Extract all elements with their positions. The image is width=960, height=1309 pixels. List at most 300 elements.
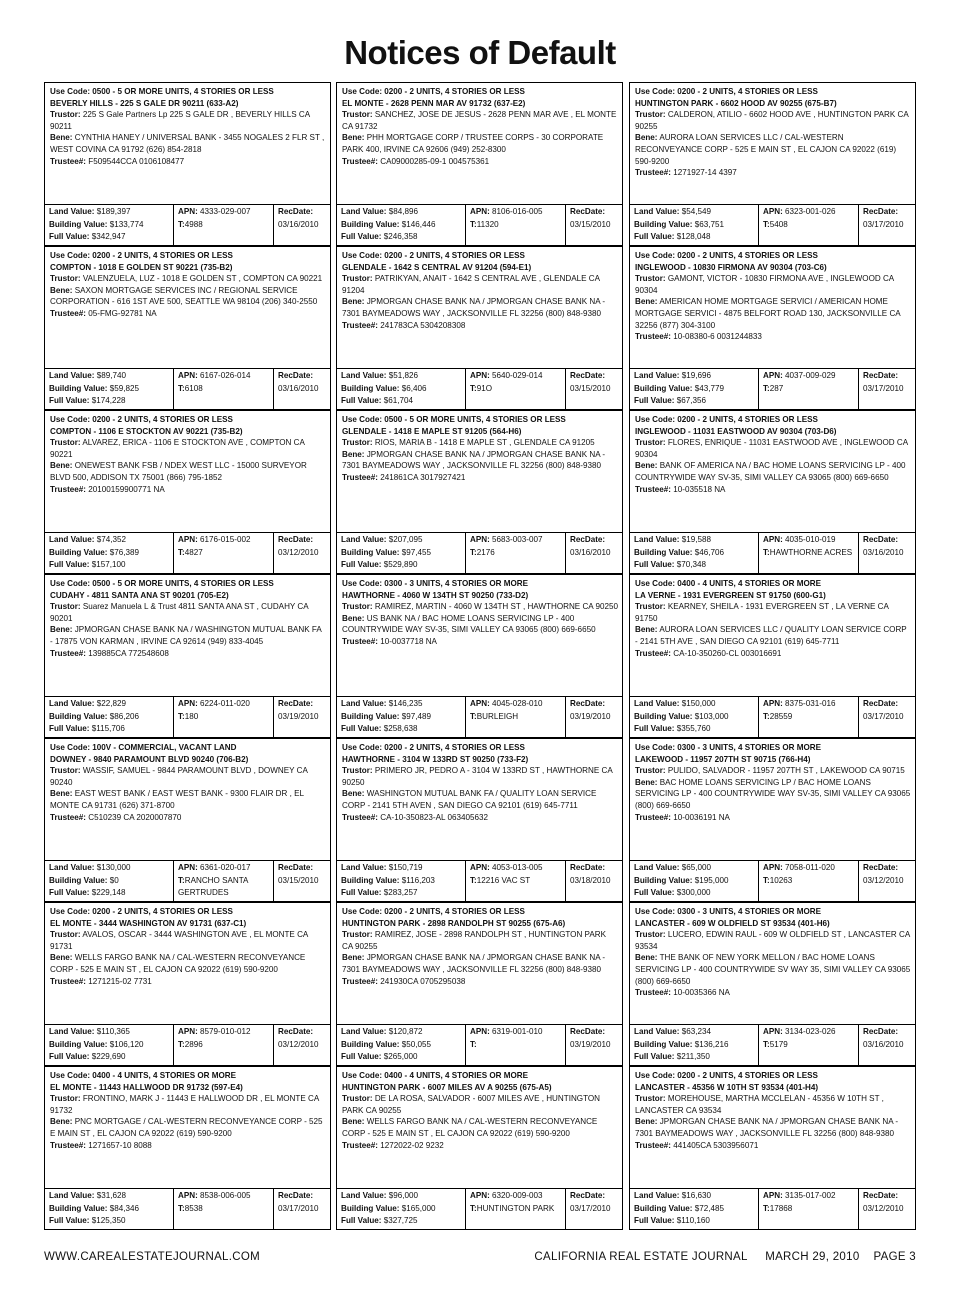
full-value <box>634 723 758 736</box>
recdate-label: RecDate: <box>863 699 899 708</box>
apn-value: 6167-026-014 <box>200 371 251 380</box>
value-row <box>629 532 916 574</box>
beneficiary-line <box>342 952 618 975</box>
trustor-line-label: Trustor: <box>635 110 666 120</box>
use-code: Use Code: 0200 - 2 UNITS, 4 STORIES OR LESS <box>50 907 233 916</box>
apn-cell <box>465 1189 565 1229</box>
trustor-line-value: DE LA ROSA, SALVADOR - 6007 MILES AVE , HUNTINGTON PARK CA 90255 <box>342 1094 601 1115</box>
notice-card <box>629 82 916 246</box>
apn-value: 4333-029-007 <box>200 207 251 216</box>
value-row <box>336 368 623 410</box>
beneficiary-line-value: JPMORGAN CHASE BANK NA / JPMORGAN CHASE BANK NA - 7301 BAYMEADOWS WAY , JACKSONVILLE FL 32256 (800) 848-9380 <box>342 449 606 471</box>
land-value-label: Land Value: <box>634 371 680 380</box>
trustor-line-label: Trustor: <box>50 1094 81 1104</box>
apn-cell <box>465 1025 565 1065</box>
apn-value: 6224-011-020 <box>200 699 250 708</box>
land-value-label: Land Value: <box>341 371 387 380</box>
property-location: EL MONTE - 3444 WASHINGTON AV 91731 (637-C1) <box>50 918 247 928</box>
trustee-line <box>342 320 618 332</box>
beneficiary-line-label: Bene: <box>342 297 365 307</box>
tract-value: HAWTHORNE ACRES <box>769 547 853 557</box>
building-value-label: Building Value: <box>341 1203 400 1213</box>
tract <box>470 711 565 724</box>
notice-card <box>44 574 331 738</box>
tract-label: T: <box>470 383 477 393</box>
apn-label: APN: <box>470 1027 490 1036</box>
full-value <box>341 1215 465 1228</box>
beneficiary-line-value: BANK OF AMERICA NA / BAC HOME LOANS SERVICING LP - 400 COUNTRYWIDE WAY SV-35, SIMI VALLEY CA 93065 (800) 669-6650 <box>635 461 906 482</box>
full-value <box>634 1051 758 1064</box>
apn-value: 6361-020-017 <box>200 863 251 872</box>
trustee-line-value: 241861CA 3017927421 <box>380 472 466 482</box>
recdate-cell <box>565 1189 622 1229</box>
trustor-line <box>635 929 911 952</box>
page-title: Notices of Default <box>344 34 616 71</box>
trustee-line-label: Trustee#: <box>50 812 86 822</box>
use-code: Use Code: 0300 - 3 UNITS, 4 STORIES OR MORE <box>635 907 822 916</box>
trustor-line <box>635 437 911 460</box>
trustor-line-value: SANCHEZ, JOSE DE JESUS - 2628 PENN MAR AVE , EL MONTE CA 91732 <box>342 110 617 131</box>
trustee-line <box>635 648 911 660</box>
tract-label: T: <box>763 1203 770 1213</box>
building-value <box>49 219 173 232</box>
recdate-value: 03/19/2010 <box>570 711 611 721</box>
land-value-label: Land Value: <box>634 699 680 708</box>
trustee-line <box>342 1140 618 1152</box>
full-value-label: Full Value: <box>49 724 90 733</box>
trustor-line-label: Trustor: <box>50 930 81 940</box>
building-value-label: Building Value: <box>49 547 108 557</box>
trustee-line-label: Trustee#: <box>50 156 86 166</box>
land-value-label: Land Value: <box>49 207 95 216</box>
value-row <box>629 1188 916 1230</box>
trustor-line-value: RIOS, MARIA B - 1418 E MAPLE ST , GLENDALE CA 91205 <box>374 438 595 448</box>
trustee-line <box>635 167 911 179</box>
tract-value: 12216 VAC ST <box>476 875 531 885</box>
trustee-line-label: Trustee#: <box>50 308 86 318</box>
full-value <box>341 723 465 736</box>
apn-value: 8106-016-005 <box>492 207 543 216</box>
tract-value: BURLEIGH <box>476 711 519 721</box>
beneficiary-line <box>50 788 326 811</box>
tract-value: 2176 <box>476 547 495 557</box>
trustee-line-value: 1271215-02 7731 <box>88 976 152 986</box>
trustor-line <box>342 929 618 952</box>
full-value-amount: $258,638 <box>383 724 418 733</box>
apn-label: APN: <box>178 699 198 708</box>
notice-text <box>336 738 623 860</box>
tract <box>470 1039 565 1052</box>
value-row <box>44 1024 331 1066</box>
land-value-label: Land Value: <box>341 863 387 872</box>
trustee-line-value: 441405CA 5303956071 <box>673 1140 759 1150</box>
tract-value: HUNTINGTON PARK <box>476 1203 555 1213</box>
tract <box>178 547 273 560</box>
trustor-line <box>50 273 326 285</box>
property-location: COMPTON - 1018 E GOLDEN ST 90221 (735-B2) <box>50 262 233 272</box>
recdate-value: 03/16/2010 <box>278 219 319 229</box>
tract <box>763 1039 858 1052</box>
full-value-label: Full Value: <box>341 1052 382 1061</box>
property-location: BEVERLY HILLS - 225 S GALE DR 90211 (633-A2) <box>50 98 239 108</box>
recdate-label: RecDate: <box>570 699 606 708</box>
full-value-label: Full Value: <box>634 1216 675 1225</box>
recdate-cell <box>565 205 622 245</box>
beneficiary-line-value: AURORA LOAN SERVICES LLC / QUALITY LOAN SERVICE CORP - 2141 5TH AVE , SAN DIEGO CA 92101 (619) 645-7711 <box>635 625 907 646</box>
full-value <box>49 231 173 244</box>
trustee-line <box>635 1140 911 1152</box>
trustee-line <box>342 812 618 824</box>
trustor-line-label: Trustor: <box>635 1094 666 1104</box>
recdate-value: 03/15/2010 <box>570 383 611 393</box>
recdate-label: RecDate: <box>570 1027 606 1036</box>
apn-label: APN: <box>470 863 490 872</box>
apn <box>470 698 565 711</box>
building-value-label: Building Value: <box>49 711 108 721</box>
trustee-line-value: 10-08380-6 0031244833 <box>673 332 762 342</box>
recdate-label: RecDate: <box>863 1191 899 1200</box>
values-cell <box>45 533 173 573</box>
building-value <box>341 711 465 724</box>
notice-text <box>629 738 916 860</box>
building-value-label: Building Value: <box>49 219 108 229</box>
land-value <box>634 206 758 219</box>
recdate-label: RecDate: <box>278 207 314 216</box>
trustee-line-label: Trustee#: <box>635 484 671 494</box>
trustor-line <box>635 765 911 777</box>
recdate-value: 03/18/2010 <box>570 875 611 885</box>
property-location: COMPTON - 1106 E STOCKTON AV 90221 (735-B2) <box>50 426 243 436</box>
apn <box>763 206 858 219</box>
building-value-amount: $43,779 <box>694 383 724 393</box>
trustor-line-value: PULIDO, SALVADOR - 11957 207TH ST , LAKEWOOD CA 90715 <box>667 766 905 776</box>
building-value-label: Building Value: <box>341 219 400 229</box>
beneficiary-line-label: Bene: <box>635 777 658 787</box>
recdate-cell <box>565 861 622 901</box>
trustee-line-label: Trustee#: <box>342 812 378 822</box>
apn-value: 7058-011-020 <box>785 863 835 872</box>
trustor-line-value: KEARNEY, SHEILA - 1931 EVERGREEN ST , LA VERNE CA 91750 <box>635 602 889 623</box>
tract <box>763 711 858 724</box>
recdate-label: RecDate: <box>863 371 899 380</box>
full-value-label: Full Value: <box>49 1216 90 1225</box>
beneficiary-line-value: AURORA LOAN SERVICES LLC / CAL-WESTERN RECONVEYANCE CORP - 525 E MAIN ST , EL CAJON CA 92022 (619) 590-9200 <box>635 133 897 166</box>
recdate-cell <box>273 1189 330 1229</box>
building-value-label: Building Value: <box>341 711 400 721</box>
recdate-label: RecDate: <box>570 371 606 380</box>
value-row <box>336 860 623 902</box>
building-value <box>634 875 758 888</box>
recdate-label: RecDate: <box>863 207 899 216</box>
land-value-label: Land Value: <box>341 535 387 544</box>
values-cell <box>45 861 173 901</box>
recdate-value: 03/19/2010 <box>278 711 319 721</box>
values-cell <box>337 861 465 901</box>
apn-value: 8375-031-016 <box>785 699 836 708</box>
building-value-amount: $146,446 <box>401 219 436 229</box>
tract <box>763 875 858 888</box>
beneficiary-line-label: Bene: <box>342 789 365 799</box>
recdate-label: RecDate: <box>278 371 314 380</box>
building-value-amount: $103,000 <box>694 711 729 721</box>
use-code: Use Code: 0200 - 2 UNITS, 4 STORIES OR LESS <box>635 415 818 424</box>
apn-cell <box>465 697 565 737</box>
property-location: DOWNEY - 9840 PARAMOUNT BLVD 90240 (706-B2) <box>50 754 249 764</box>
trustee-line-value: 1272022-02 9232 <box>380 1140 444 1150</box>
tract-value: 6108 <box>184 383 203 393</box>
full-value-amount: $174,228 <box>91 396 126 405</box>
land-value-amount: $74,352 <box>96 535 126 544</box>
trustee-line-value: 10-035518 NA <box>673 484 726 494</box>
tract-label: T: <box>178 1039 185 1049</box>
notice-card <box>44 738 331 902</box>
apn-label: APN: <box>178 535 198 544</box>
beneficiary-line-value: EAST WEST BANK / EAST WEST BANK - 9300 FLAIR DR , EL MONTE CA 91731 (626) 371-8700 <box>50 789 304 810</box>
tract-label: T: <box>763 383 770 393</box>
recdate-cell <box>565 369 622 409</box>
use-code: Use Code: 0400 - 4 UNITS, 4 STORIES OR MORE <box>50 1071 237 1080</box>
land-value-label: Land Value: <box>49 1027 95 1036</box>
trustor-line-value: AVALOS, OSCAR - 3444 WASHINGTON AVE , EL MONTE CA 91731 <box>50 930 308 951</box>
trustor-line <box>342 601 618 613</box>
tract-label: T: <box>470 219 477 229</box>
apn-label: APN: <box>763 863 783 872</box>
land-value-label: Land Value: <box>634 1027 680 1036</box>
full-value-label: Full Value: <box>634 724 675 733</box>
recdate-cell <box>858 205 915 245</box>
trustee-line-value: CA09000285-09-1 004575361 <box>380 156 490 166</box>
trustee-line-value: 1271927-14 4397 <box>673 168 737 178</box>
notice-text <box>44 902 331 1024</box>
notice-text <box>44 410 331 532</box>
tract-label: T: <box>470 547 477 557</box>
full-value-amount: $70,348 <box>676 560 706 569</box>
apn-cell <box>173 1025 273 1065</box>
apn-cell <box>173 205 273 245</box>
notice-text <box>336 410 623 532</box>
notice-card <box>629 246 916 410</box>
land-value <box>49 534 173 547</box>
trustor-line-value: Suarez Manuela L & Trust 4811 SANTA ANA ST , CUDAHY CA 90201 <box>50 602 309 623</box>
trustor-line <box>342 273 618 296</box>
property-location: INGLEWOOD - 10830 FIRMONA AV 90304 (703-C6) <box>635 262 827 272</box>
trustor-line-label: Trustor: <box>342 110 373 120</box>
apn-cell <box>173 1189 273 1229</box>
property-location: HUNTINGTON PARK - 6602 HOOD AV 90255 (675-B7) <box>635 98 837 108</box>
land-value-label: Land Value: <box>49 1191 95 1200</box>
apn <box>763 1026 858 1039</box>
beneficiary-line-label: Bene: <box>50 285 73 295</box>
full-value-label: Full Value: <box>634 888 675 897</box>
trustee-line <box>342 156 618 168</box>
land-value-label: Land Value: <box>49 535 95 544</box>
full-value-amount: $355,760 <box>676 724 711 733</box>
full-value <box>49 1215 173 1228</box>
recdate-value: 03/19/2010 <box>570 1039 611 1049</box>
value-row <box>44 1188 331 1230</box>
building-value <box>634 1039 758 1052</box>
notice-column <box>44 82 331 1230</box>
apn <box>178 1026 273 1039</box>
beneficiary-line <box>342 449 618 472</box>
building-value-label: Building Value: <box>341 383 400 393</box>
trustor-line <box>635 273 911 296</box>
recdate-cell <box>565 697 622 737</box>
beneficiary-line-value: SAXON MORTGAGE SERVICES INC / REGIONAL SERVICE CORPORATION - 616 1ST AVE 500, SEATTLE WA 98104 (206) 340-2550 <box>50 285 318 307</box>
use-code: Use Code: 100V - COMMERCIAL, VACANT LAND <box>50 743 237 752</box>
apn-cell <box>173 533 273 573</box>
land-value-amount: $207,095 <box>388 535 423 544</box>
full-value-amount: $157,100 <box>91 560 126 569</box>
land-value-label: Land Value: <box>341 699 387 708</box>
value-row <box>44 860 331 902</box>
recdate-value: 03/15/2010 <box>278 875 319 885</box>
trustor-line <box>342 1093 618 1116</box>
full-value-amount: $125,350 <box>91 1216 126 1225</box>
apn-value: 3134-023-026 <box>785 1027 836 1036</box>
recdate-label: RecDate: <box>570 535 606 544</box>
trustor-line <box>342 765 618 788</box>
full-value-amount: $115,706 <box>91 724 125 733</box>
notice-text <box>44 738 331 860</box>
building-value <box>634 383 758 396</box>
apn-cell <box>758 533 858 573</box>
trustor-line-value: PRIMERO JR, PEDRO A - 3104 W 133RD ST , HAWTHORNE CA 90250 <box>342 766 613 787</box>
beneficiary-line-value: WELLS FARGO BANK NA / CAL-WESTERN RECONVEYANCE CORP - 525 E MAIN ST , EL CAJON CA 92022 (619) 590-9200 <box>50 953 306 974</box>
full-value-amount: $110,160 <box>676 1216 710 1225</box>
building-value <box>341 875 465 888</box>
tract-label: T: <box>178 1203 185 1213</box>
land-value <box>49 698 173 711</box>
apn <box>763 698 858 711</box>
values-cell <box>630 697 758 737</box>
trustee-line-label: Trustee#: <box>635 332 671 342</box>
land-value-amount: $16,630 <box>681 1191 711 1200</box>
full-value-label: Full Value: <box>341 888 382 897</box>
notice-text <box>44 246 331 368</box>
value-row <box>44 204 331 246</box>
apn-cell <box>758 1189 858 1229</box>
tract <box>178 219 273 232</box>
building-value <box>49 1203 173 1216</box>
building-value-amount: $59,825 <box>109 383 139 393</box>
beneficiary-line <box>50 285 326 308</box>
notice-column <box>336 82 623 1230</box>
trustee-line <box>50 812 326 824</box>
apn <box>763 370 858 383</box>
trustee-line-value: 05-FMG-92781 NA <box>88 308 157 318</box>
property-location: GLENDALE - 1418 E MAPLE ST 91205 (564-H6) <box>342 426 522 436</box>
trustee-line-label: Trustee#: <box>50 1140 86 1150</box>
building-value-amount: $97,455 <box>401 547 431 557</box>
recdate-value: 03/12/2010 <box>278 547 319 557</box>
recdate-value: 03/17/2010 <box>570 1203 611 1213</box>
trustor-line-label: Trustor: <box>635 930 666 940</box>
beneficiary-line <box>635 1116 911 1139</box>
building-value <box>341 1039 465 1052</box>
building-value-label: Building Value: <box>634 1203 693 1213</box>
trustee-line-label: Trustee#: <box>635 168 671 178</box>
full-value-label: Full Value: <box>49 888 90 897</box>
tract <box>178 1203 273 1216</box>
trustee-line-label: Trustee#: <box>635 648 671 658</box>
land-value-amount: $65,000 <box>681 863 711 872</box>
tract-value: 287 <box>769 383 784 393</box>
full-value-label: Full Value: <box>341 724 382 733</box>
full-value-label: Full Value: <box>49 1052 90 1061</box>
trustee-line <box>50 484 326 496</box>
trustor-line <box>50 765 326 788</box>
building-value-label: Building Value: <box>634 711 693 721</box>
tract <box>178 1039 273 1052</box>
recdate-cell <box>273 369 330 409</box>
apn-value: 4053-013-005 <box>492 863 543 872</box>
beneficiary-line-label: Bene: <box>342 953 365 963</box>
notice-text <box>44 82 331 204</box>
beneficiary-line-label: Bene: <box>635 461 658 471</box>
recdate-value: 03/17/2010 <box>863 711 904 721</box>
tract-value: 28559 <box>769 711 793 721</box>
trustor-line-value: FLORES, ENRIQUE - 11031 EASTWOOD AVE , INGLEWOOD CA 90304 <box>635 438 908 459</box>
trustor-line-label: Trustor: <box>50 438 81 448</box>
property-location: HAWTHORNE - 4060 W 134TH ST 90250 (733-D2) <box>342 590 529 600</box>
building-value-amount: $116,203 <box>401 875 435 885</box>
footer-website[interactable]: WWW.CAREALESTATEJOURNAL.COM <box>44 1251 260 1263</box>
trustee-line-label: Trustee#: <box>50 484 86 494</box>
recdate-value: 03/16/2010 <box>863 1039 904 1049</box>
apn-value: 3135-017-002 <box>785 1191 836 1200</box>
apn-value: 6319-001-010 <box>492 1027 543 1036</box>
tract-value: 4827 <box>184 547 203 557</box>
trustor-line-label: Trustor: <box>635 602 666 612</box>
beneficiary-line-label: Bene: <box>50 133 73 143</box>
apn <box>763 1190 858 1203</box>
building-value-amount: $63,751 <box>694 219 724 229</box>
full-value <box>49 559 173 572</box>
use-code: Use Code: 0200 - 2 UNITS, 4 STORIES OR LESS <box>50 251 233 260</box>
land-value-amount: $31,628 <box>96 1191 126 1200</box>
apn-label: APN: <box>470 371 490 380</box>
apn-cell <box>173 697 273 737</box>
notice-card <box>336 1066 623 1230</box>
apn-label: APN: <box>178 207 198 216</box>
full-value <box>634 231 758 244</box>
building-value <box>49 547 173 560</box>
beneficiary-line-label: Bene: <box>635 133 658 143</box>
trustor-line-label: Trustor: <box>50 766 81 776</box>
notice-card <box>44 410 331 574</box>
tract-label: T: <box>470 1039 477 1049</box>
full-value <box>634 395 758 408</box>
notice-text <box>629 902 916 1024</box>
full-value-label: Full Value: <box>49 396 90 405</box>
apn <box>470 206 565 219</box>
land-value-label: Land Value: <box>49 863 95 872</box>
land-value <box>49 1026 173 1039</box>
beneficiary-line-label: Bene: <box>50 1117 73 1127</box>
apn-cell <box>173 861 273 901</box>
apn-label: APN: <box>178 1191 198 1200</box>
building-value-amount: $72,485 <box>694 1203 724 1213</box>
trustor-line-label: Trustor: <box>635 766 666 776</box>
land-value-amount: $189,397 <box>96 207 131 216</box>
tract <box>763 1203 858 1216</box>
tract <box>470 547 565 560</box>
building-value-label: Building Value: <box>341 875 400 885</box>
trustor-line <box>50 437 326 460</box>
trustee-line <box>635 812 911 824</box>
full-value-amount: $61,704 <box>383 396 413 405</box>
